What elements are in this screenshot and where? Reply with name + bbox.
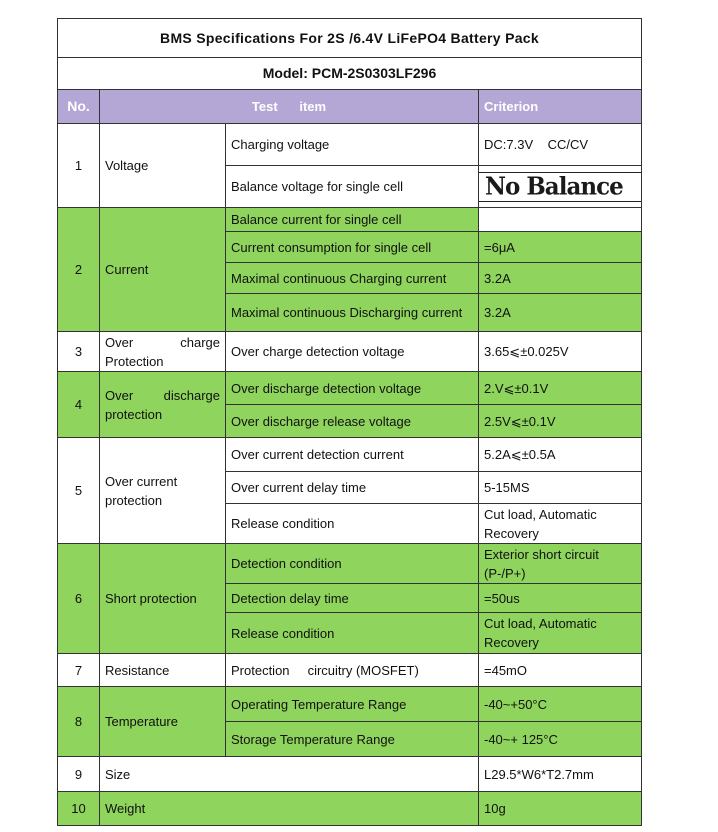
criterion-value: =6μA [479, 232, 642, 263]
row-category: Current [100, 208, 226, 332]
criterion-value: DC:7.3V CC/CV [479, 124, 642, 166]
table-row [58, 124, 642, 166]
table-row [58, 757, 642, 792]
criterion-value: 3.2A [479, 263, 642, 294]
row-number: 1 [58, 124, 100, 208]
row-number: 6 [58, 544, 100, 654]
row-category: Temperature [100, 687, 226, 757]
test-item: Over current delay time [226, 472, 479, 504]
criterion-value: 2.V⩽±0.1V [479, 372, 642, 405]
row-number: 3 [58, 332, 100, 372]
criterion-value: 5-15MS [479, 472, 642, 504]
criterion-value: =45mO [479, 654, 642, 687]
criterion-value: 3.2A [479, 294, 642, 332]
row-number: 8 [58, 687, 100, 757]
table-row [58, 792, 642, 826]
criterion-value: -40~+50°C [479, 687, 642, 722]
criterion-value: L29.5*W6*T2.7mm [479, 757, 642, 792]
criterion-value: 10g [479, 792, 642, 826]
table-row [58, 208, 642, 232]
table-row [58, 687, 642, 722]
criterion-value: 5.2A⩽±0.5A [479, 438, 642, 472]
table-row [58, 372, 642, 405]
model-number: Model: PCM-2S0303LF296 [58, 58, 642, 90]
criterion-value: =50us [479, 584, 642, 613]
test-item: Current consumption for single cell [226, 232, 479, 263]
table-row [58, 332, 642, 372]
row-number: 4 [58, 372, 100, 438]
test-item: Detection condition [226, 544, 479, 584]
row-category: Voltage [100, 124, 226, 208]
test-item: Over discharge release voltage [226, 405, 479, 438]
test-item: Release condition [226, 504, 479, 544]
row-number: 9 [58, 757, 100, 792]
header-criterion: Criterion [479, 90, 642, 124]
criterion-value: 2.5V⩽±0.1V [479, 405, 642, 438]
no-balance-stamp [479, 166, 642, 208]
row-category: Size [100, 757, 479, 792]
test-item: Release condition [226, 613, 479, 654]
test-item: Over discharge detection voltage [226, 372, 479, 405]
row-number: 2 [58, 208, 100, 332]
row-category: Over discharge protection [100, 372, 226, 438]
stamp-line-bottom [479, 201, 641, 202]
header-no: No. [58, 90, 100, 124]
row-number: 10 [58, 792, 100, 826]
spec-table [57, 18, 642, 826]
table-row [58, 544, 642, 584]
criterion-value: 3.65⩽±0.025V [479, 332, 642, 372]
row-category: Short protection [100, 544, 226, 654]
row-category: Resistance [100, 654, 226, 687]
criterion-value [479, 208, 642, 232]
test-item: Storage Temperature Range [226, 722, 479, 757]
test-item: Balance voltage for single cell [226, 166, 479, 208]
criterion-value: Cut load, Automatic Recovery [479, 613, 642, 654]
header-test-item: Test item [100, 90, 479, 124]
test-item: Protection circuitry (MOSFET) [226, 654, 479, 687]
test-item: Balance current for single cell [226, 208, 479, 232]
criterion-value: -40~+ 125°C [479, 722, 642, 757]
row-category: Weight [100, 792, 479, 826]
test-item: Maximal continuous Discharging current [226, 294, 479, 332]
criterion-value: Exterior short circuit (P-/P+) [479, 544, 642, 584]
test-item: Maximal continuous Charging current [226, 263, 479, 294]
table-row [58, 654, 642, 687]
row-number: 7 [58, 654, 100, 687]
test-item: Over charge detection voltage [226, 332, 479, 372]
stamp-text: No Balance [485, 171, 623, 201]
criterion-value: Cut load, Automatic Recovery [479, 504, 642, 544]
table-row [58, 438, 642, 472]
test-item: Charging voltage [226, 124, 479, 166]
test-item: Over current detection current [226, 438, 479, 472]
row-category: Over current protection [100, 438, 226, 544]
test-item: Operating Temperature Range [226, 687, 479, 722]
table-header-row [58, 90, 642, 124]
row-number: 5 [58, 438, 100, 544]
test-item: Detection delay time [226, 584, 479, 613]
document-title: BMS Specifications For 2S /6.4V LiFePO4 Battery Pack [58, 19, 642, 58]
row-category: Over charge Protection [100, 332, 226, 372]
